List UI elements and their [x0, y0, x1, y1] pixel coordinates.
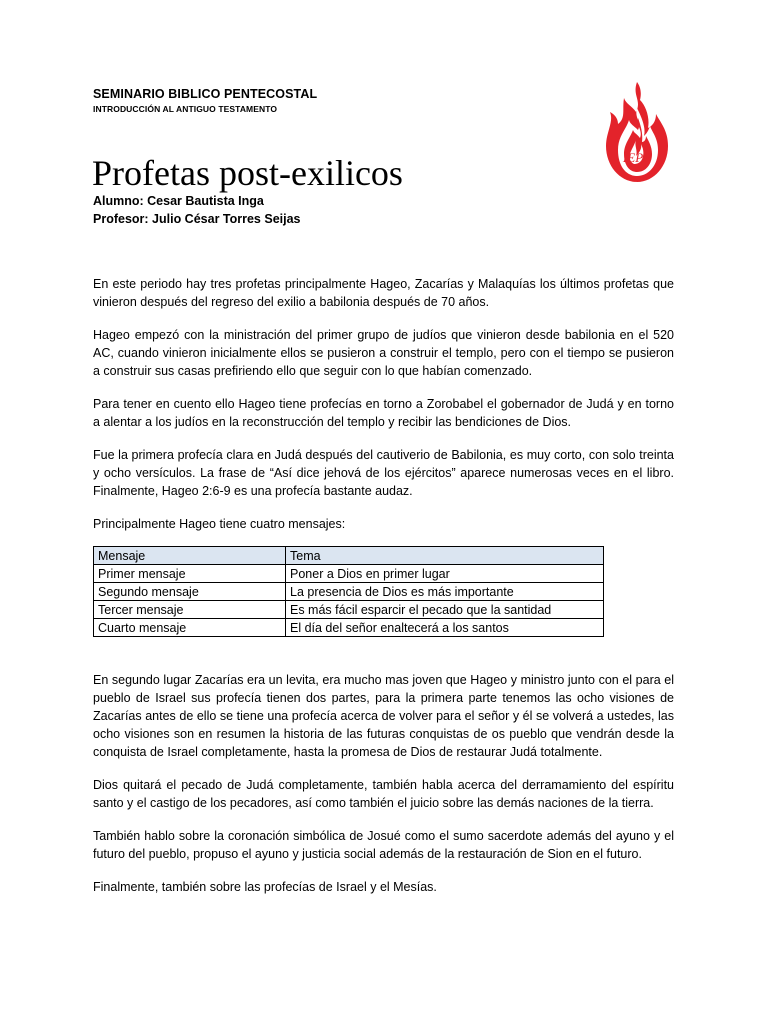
table-cell: Segundo mensaje [94, 583, 286, 601]
paragraph: Fue la primera profecía clara en Judá después del cautiverio de Babilonia, es muy corto, con solo treinta y ocho versículos. La frase de “Así dice jehová de los ejércitos” aparece numerosas veces en el libro. Finalmente, Hageo 2:6-9 es una profecía bastante audaz. [93, 448, 674, 498]
table-row [94, 619, 604, 637]
messages-table [93, 546, 604, 637]
table-header-cell: Tema [286, 547, 604, 565]
table-cell: Es más fácil esparcir el pecado que la santidad [286, 601, 604, 619]
table-cell: Primer mensaje [94, 565, 286, 583]
table-row [94, 583, 604, 601]
professor-name: Profesor: Julio César Torres Seijas [93, 212, 301, 226]
paragraph: Principalmente Hageo tiene cuatro mensajes: [93, 517, 346, 531]
paragraph: En segundo lugar Zacarías era un levita, era mucho mas joven que Hageo y ministro junto con el para el pueblo de Israel sus profecía tienen dos partes, para la primera parte tenemos las ocho visiones de Zacarías antes de ello se tiene una profecía acerca de volver para el señor y él se volverá a ustedes, las ocho visiones son en resumen la historia de las futuras conquistas de os pueblo que vendrán desde la conquista de Israel completamente, hasta la promesa de Dios de restaurar Judá totalmente. [93, 673, 674, 759]
iepp-flame-logo [596, 78, 678, 186]
document-title: Profetas post-exilicos [92, 153, 403, 193]
logo-text: IEPP [622, 150, 652, 165]
table-cell: Cuarto mensaje [94, 619, 286, 637]
table-header-cell: Mensaje [94, 547, 286, 565]
paragraph: Hageo empezó con la ministración del primer grupo de judíos que vinieron desde babilonia en el 520 AC, cuando vinieron inicialmente ellos se pusieron a construir el templo, pero con el tiempo se pusieron a construir sus casas prefiriendo ello que seguir con lo que habían comenzado. [93, 328, 674, 378]
table-cell: El día del señor enaltecerá a los santos [286, 619, 604, 637]
paragraph: Dios quitará el pecado de Judá completamente, también habla acerca del derramamiento del espíritu santo y el castigo de los pecadores, así como también el juicio sobre las demás naciones de la tierra. [93, 778, 674, 810]
table-cell: Poner a Dios en primer lugar [286, 565, 604, 583]
table-row [94, 601, 604, 619]
table-cell: Tercer mensaje [94, 601, 286, 619]
paragraph: También hablo sobre la coronación simbólica de Josué como el sumo sacerdote además del ayuno y el futuro del pueblo, propuso el ayuno y justicia social además de la restauración de Sion en el futuro. [93, 829, 674, 861]
table-header-row [94, 547, 604, 565]
course-name: INTRODUCCIÓN AL ANTIGUO TESTAMENTO [93, 104, 278, 114]
paragraph: Finalmente, también sobre las profecías de Israel y el Mesías. [93, 880, 437, 894]
institution-name: SEMINARIO BIBLICO PENTECOSTAL [93, 87, 318, 101]
paragraph: En este periodo hay tres profetas principalmente Hageo, Zacarías y Malaquías los últimos profetas que vinieron después del regreso del exilio a babilonia después de 70 años. [93, 277, 674, 309]
paragraph: Para tener en cuento ello Hageo tiene profecías en torno a Zorobabel el gobernador de Judá y en torno a alentar a los judíos en la reconstrucción del templo y recibir las bendiciones de Dios. [93, 397, 674, 429]
table-cell: La presencia de Dios es más importante [286, 583, 604, 601]
table-row [94, 565, 604, 583]
document-body [93, 275, 674, 911]
student-name: Alumno: Cesar Bautista Inga [93, 194, 264, 208]
